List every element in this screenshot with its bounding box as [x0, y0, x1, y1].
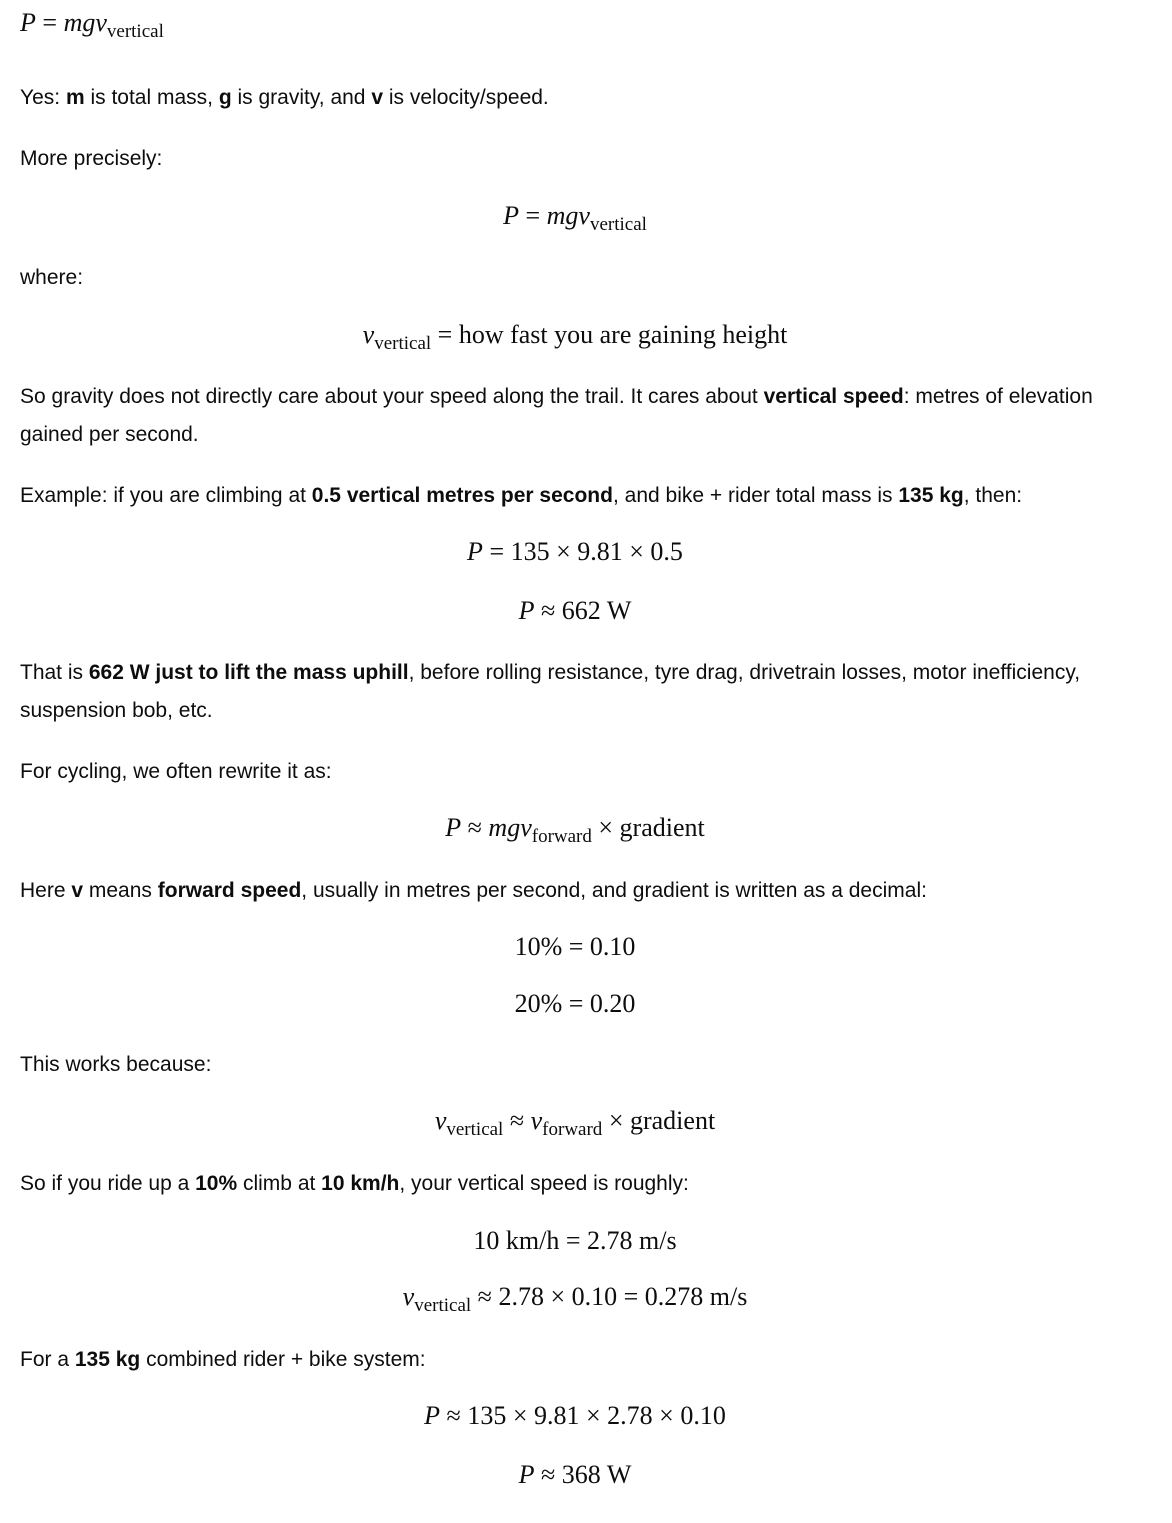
eq-symbol: mgv	[63, 8, 107, 37]
eq-relation: ≈	[477, 1282, 492, 1311]
cycling-equation	[20, 811, 1130, 845]
bold-term: v	[371, 86, 384, 109]
works-equation	[20, 1104, 1130, 1138]
gradient-equation-20	[20, 987, 1130, 1021]
bold-term: 135 kg	[74, 1348, 141, 1371]
eq-symbol: P	[467, 537, 483, 566]
eq-symbol: P	[518, 596, 535, 625]
eq-relation: ≈	[541, 1460, 556, 1489]
forward-speed-paragraph	[20, 872, 1130, 910]
eq-relation: =	[568, 989, 584, 1018]
example-paragraph	[20, 477, 1130, 515]
text-span: is total mass,	[84, 86, 219, 109]
eq-expression: 10%	[514, 932, 563, 961]
eq-relation: ≈	[446, 1401, 461, 1430]
bold-term: 10 km/h	[321, 1172, 400, 1195]
eq-subscript: vertical	[589, 214, 647, 235]
text-span: climb at	[237, 1172, 322, 1195]
gravity-paragraph	[20, 378, 1130, 454]
bold-term: m	[65, 86, 85, 109]
text-span: Yes:	[20, 86, 66, 109]
eq-symbol: v	[530, 1106, 543, 1135]
eq-symbol: v	[402, 1282, 415, 1311]
eq-relation: ≈	[509, 1106, 525, 1135]
top-equation	[20, 6, 1130, 40]
eq-subscript: forward	[531, 826, 592, 847]
bold-term: 662 W just to lift the mass uphill	[88, 661, 409, 684]
eq-expression: 135 × 9.81 × 0.5	[510, 537, 683, 566]
text-span: Example: if you are climbing at	[20, 484, 312, 507]
eq-subscript: vertical	[106, 21, 164, 42]
bold-term: 135 kg	[898, 484, 964, 507]
eq-expression: 0.10	[589, 932, 636, 961]
intro-paragraph	[20, 79, 1130, 117]
eq-subscript: vertical	[414, 1295, 472, 1316]
cycling-paragraph: For cycling, we often rewrite it as:	[20, 760, 332, 783]
eq-subscript: vertical	[446, 1119, 504, 1140]
lift-power-paragraph	[20, 654, 1130, 730]
where-paragraph: where:	[20, 266, 84, 289]
bold-term: vertical speed	[763, 385, 904, 408]
bold-term: v	[71, 879, 84, 902]
text-span: : metres of elevation gained per second.	[20, 385, 1093, 446]
example-equation-2	[20, 594, 1130, 628]
where-equation	[20, 318, 1130, 352]
eq-symbol: mgv	[546, 201, 590, 230]
example-equation-1	[20, 535, 1130, 569]
eq-relation: =	[568, 932, 584, 961]
eq-expression: 2.78 × 0.10 = 0.278 m/s	[498, 1282, 748, 1311]
power-equation	[20, 199, 1130, 233]
eq-expression: 10 km/h	[473, 1226, 560, 1255]
text-span: , before rolling resistance, tyre drag, drivetrain losses, motor inefficiency, suspension bob, etc.	[20, 661, 1081, 722]
eq-relation: =	[489, 537, 505, 566]
text-span: Here	[20, 879, 72, 902]
text-span: is velocity/speed.	[383, 86, 549, 109]
eq-symbol: mgv	[488, 813, 532, 842]
eq-subscript: vertical	[374, 333, 432, 354]
eq-expression: × gradient	[591, 813, 705, 842]
eq-text: how fast you are gaining height	[458, 320, 788, 349]
eq-relation: =	[525, 201, 541, 230]
eq-expression: 368 W	[561, 1460, 632, 1489]
eq-expression: 2.78 m/s	[587, 1226, 677, 1255]
text-span: combined rider + bike system:	[140, 1348, 426, 1371]
text-span: is gravity, and	[231, 86, 372, 109]
text-span: , usually in metres per second, and gradient is written as a decimal:	[301, 879, 927, 902]
eq-expression: 20%	[514, 989, 563, 1018]
eq-expression: 0.20	[589, 989, 636, 1018]
eq-expression: 135 × 9.81 × 2.78 × 0.10	[467, 1401, 726, 1430]
bold-term: 0.5 vertical metres per second	[311, 484, 613, 507]
gradient-equation-10	[20, 930, 1130, 964]
combined-system-paragraph	[20, 1341, 1130, 1379]
eq-relation: =	[42, 8, 58, 37]
bold-term: forward speed	[157, 879, 302, 902]
text-span: , your vertical speed is roughly:	[399, 1172, 689, 1195]
eq-expression: × gradient	[602, 1106, 716, 1135]
text-span: For a	[20, 1348, 75, 1371]
text-span: So gravity does not directly care about your speed along the trail. It cares about	[20, 385, 764, 408]
eq-symbol: P	[424, 1401, 441, 1430]
more-precisely-paragraph: More precisely:	[20, 147, 163, 170]
vertical-speed-equation	[20, 1280, 1130, 1314]
text-span: , then:	[963, 484, 1023, 507]
eq-relation: =	[437, 320, 453, 349]
eq-symbol: P	[445, 813, 462, 842]
speed-conversion-equation	[20, 1224, 1130, 1258]
eq-relation: ≈	[541, 596, 556, 625]
bold-term: 10%	[195, 1172, 238, 1195]
eq-symbol: P	[20, 8, 36, 37]
eq-subscript: forward	[542, 1119, 603, 1140]
ride-paragraph	[20, 1165, 1130, 1203]
eq-symbol: P	[518, 1460, 535, 1489]
final-equation-2	[20, 1458, 1130, 1492]
final-equation-1	[20, 1399, 1130, 1433]
eq-relation: =	[565, 1226, 581, 1255]
eq-symbol: P	[503, 201, 519, 230]
text-span: means	[83, 879, 158, 902]
bold-term: g	[218, 86, 232, 109]
works-paragraph: This works because:	[20, 1053, 212, 1076]
text-span: That is	[20, 661, 89, 684]
text-span: So if you ride up a	[20, 1172, 196, 1195]
eq-symbol: v	[434, 1106, 447, 1135]
eq-relation: ≈	[467, 813, 482, 842]
eq-expression: 662 W	[561, 596, 632, 625]
text-span: , and bike + rider total mass is	[612, 484, 899, 507]
eq-symbol: v	[362, 320, 375, 349]
